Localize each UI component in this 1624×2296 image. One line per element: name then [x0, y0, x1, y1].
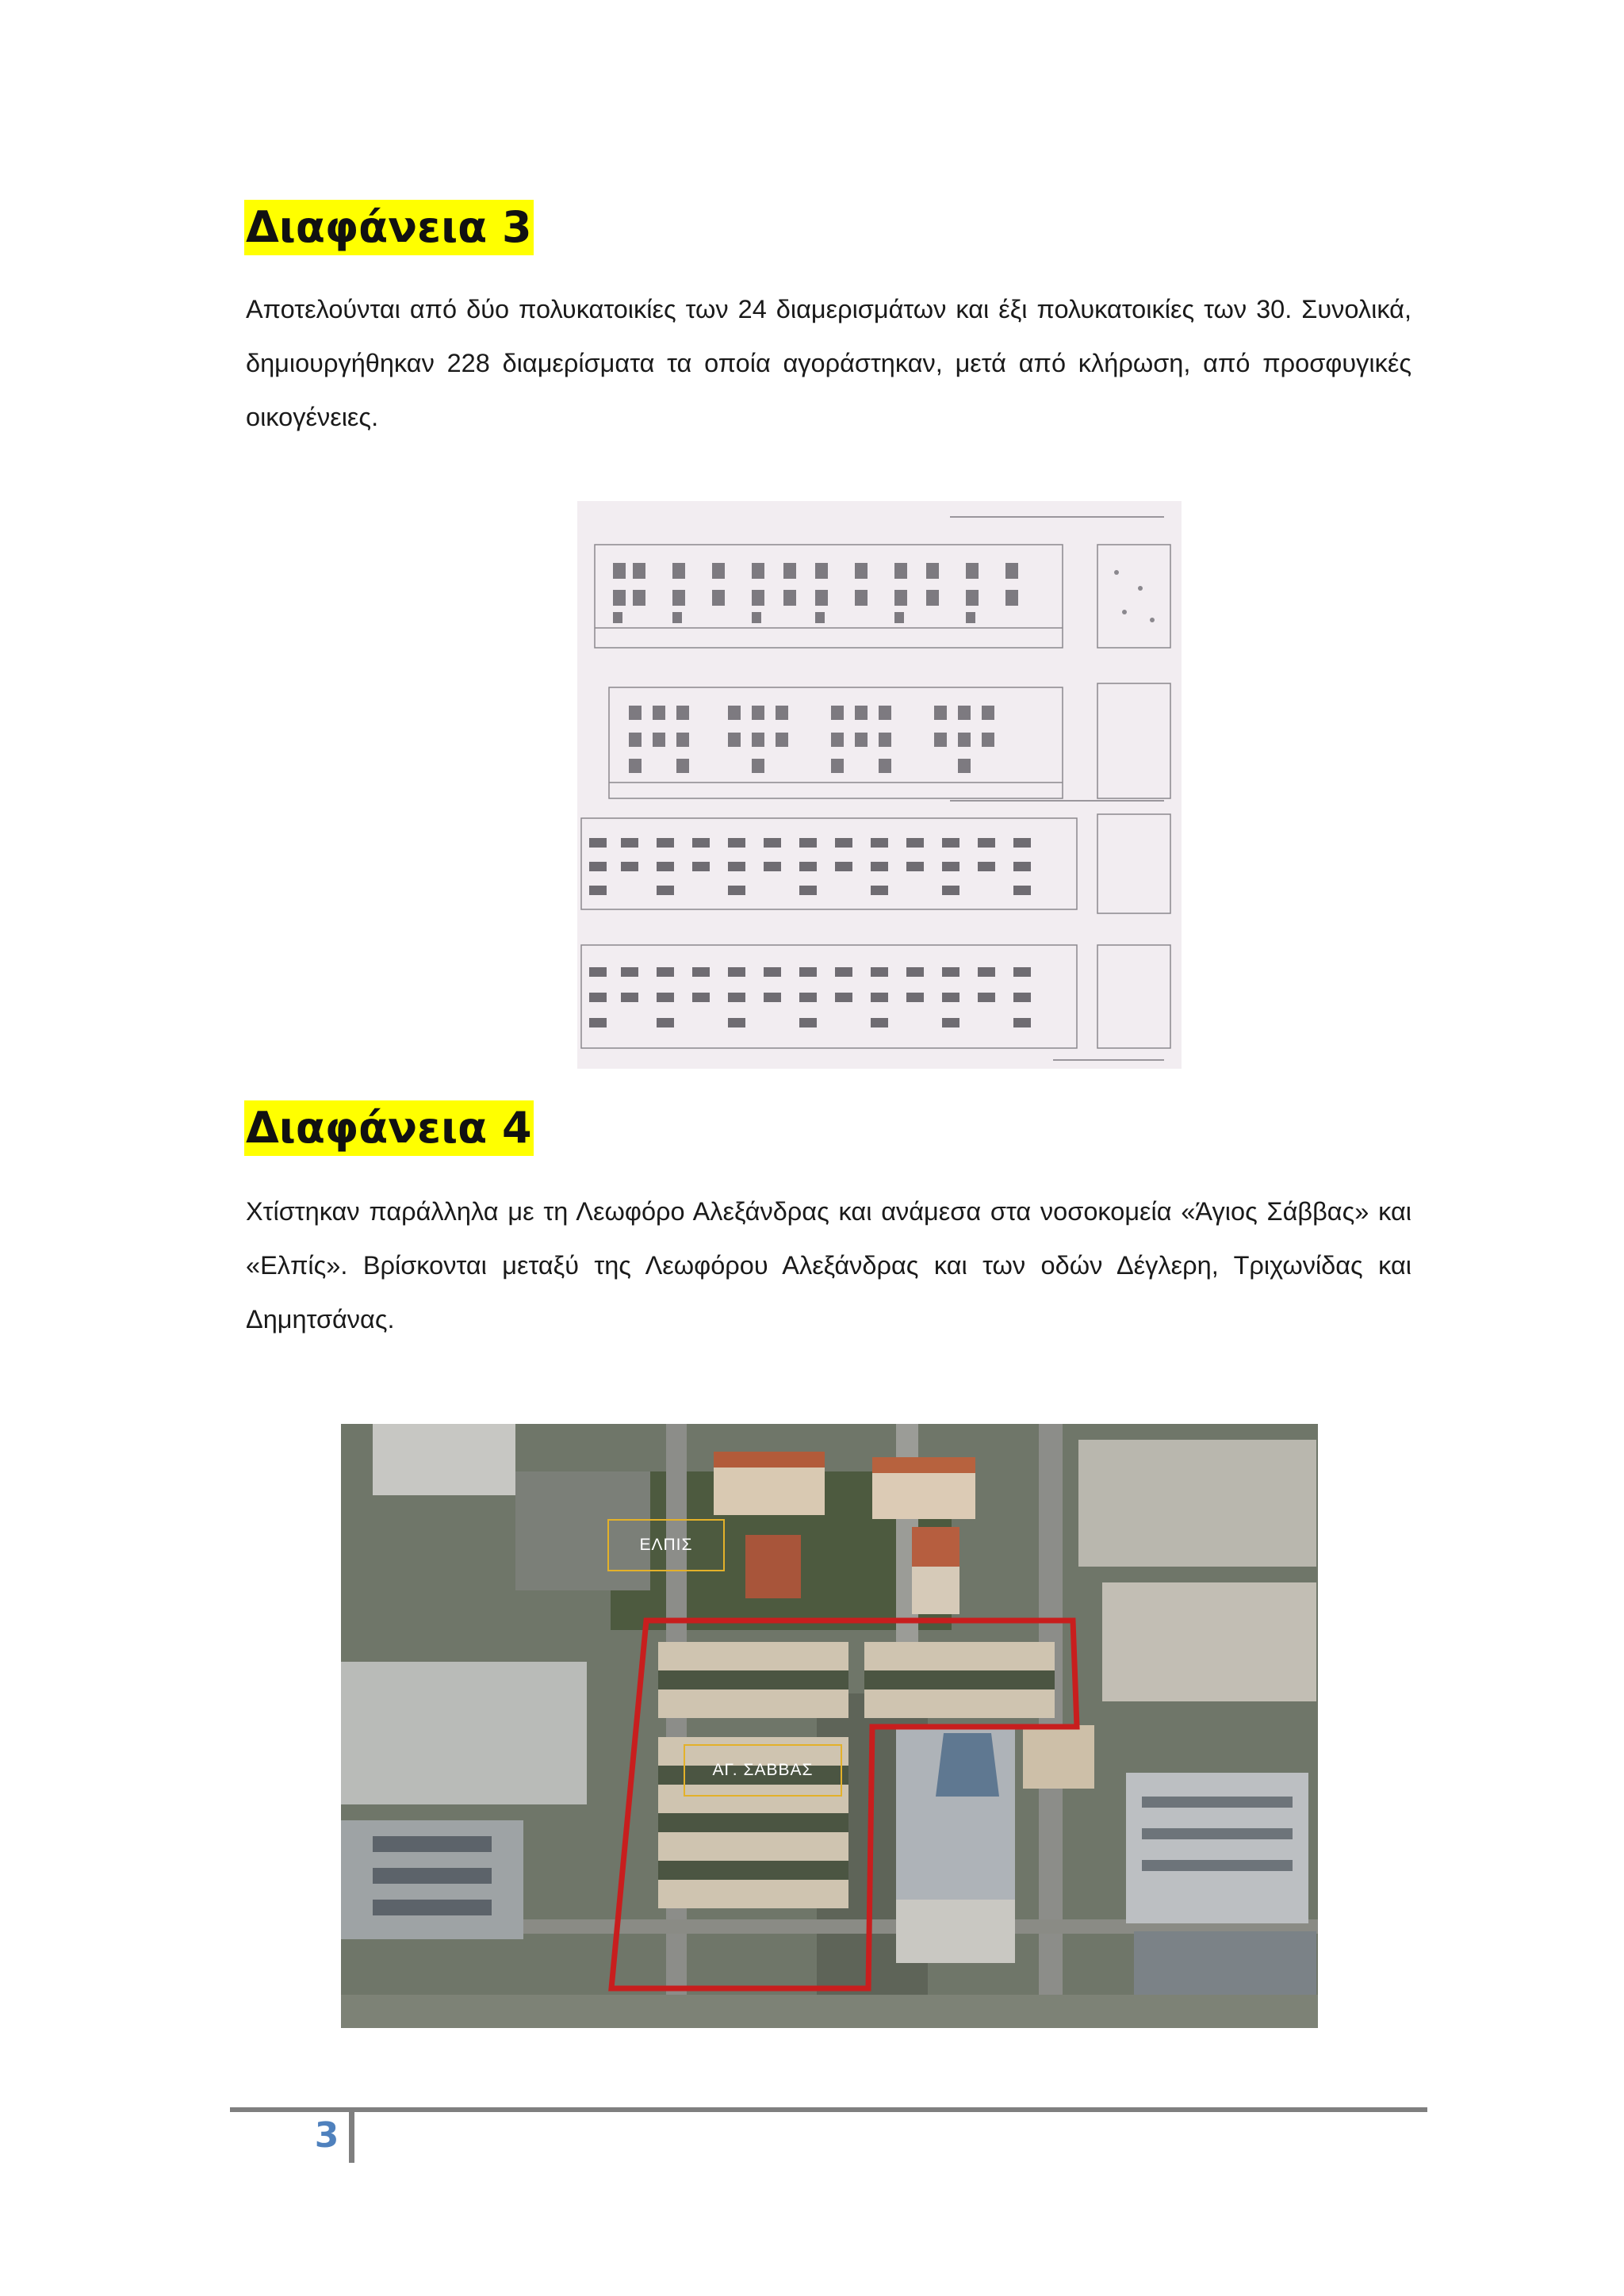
section-4-paragraph: Χτίστηκαν παράλληλα με τη Λεωφόρο Αλεξάνδρας και ανάμεσα στα νοσοκομεία «Άγιος Σάββας» και «Ελπίς». Βρίσκονται μεταξύ της Λεωφόρου Αλεξάνδρας και των οδών Δέγλερη, Τριχωνίδας και Δημητσάνας. — [246, 1197, 1411, 1334]
footer-rule — [230, 2107, 1427, 2112]
footer-divider — [349, 2110, 354, 2163]
map-label-agios-savvas: ΑΓ. ΣΑΒΒΑΣ — [684, 1744, 842, 1797]
building-elevations-drawing — [577, 501, 1182, 1069]
page-number: 3 — [314, 2115, 339, 2156]
aerial-map-photo — [341, 1424, 1318, 2028]
section-4-heading: Διαφάνεια 4 — [244, 1100, 534, 1156]
section-3-heading: Διαφάνεια 3 — [244, 200, 534, 255]
map-label-elpis: ΕΛΠΙΣ — [607, 1519, 725, 1571]
section-3-paragraph: Αποτελούνται από δύο πολυκατοικίες των 24 διαμερισμάτων και έξι πολυκατοικίες των 30. Συνολικά, δημιουργήθηκαν 228 διαμερίσματα τα οποία αγοράστηκαν, μετά από κλήρωση, από προσφυγικές οικογένειες. — [246, 295, 1411, 431]
